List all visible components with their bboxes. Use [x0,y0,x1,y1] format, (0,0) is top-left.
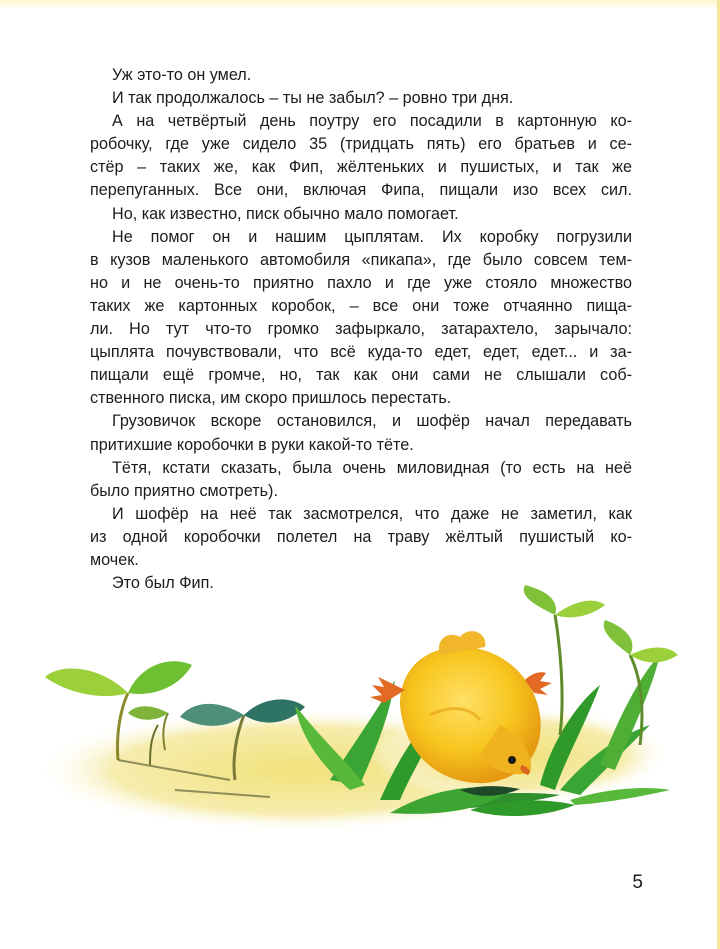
paragraph [90,226,632,411]
text-line: ли. Но тут что-то громко зафыркало, затарахтело, зарычало: [90,320,632,339]
paragraph [90,457,632,503]
text-line: Уж это-то он умел. [112,66,252,84]
page-number: 5 [632,872,643,893]
paragraph [90,203,632,226]
text-line: было приятно смотреть). [90,481,278,500]
chick-in-grass-illustration [0,585,720,885]
text-line: притихшие коробочки в руки какой-то тёте. [90,435,414,454]
text-line: мочек. [90,550,139,569]
text-line: ственного писка, им скоро пришлось перестать. [90,389,452,408]
page-top-tint [0,0,720,9]
text-line: Но, как известно, писк обычно мало помогает. [112,204,459,223]
text-line: И шофёр на неё так засмотрелся, что даже не заметил, как [112,504,632,523]
paragraph [90,87,632,110]
text-line: стёр – таких же, как Фип, жёлтеньких и пушистых, и так же [90,158,632,177]
paragraph [90,110,632,202]
story-text [90,64,632,595]
text-line: таких же картонных коробок, – все они тоже отчаянно пища- [90,296,632,315]
text-line: Грузовичок вскоре остановился, и шофёр начал передавать [112,412,632,431]
chick-eye [508,756,516,764]
paragraph [90,410,632,456]
text-line: в кузов маленького автомобиля «пикапа», где было совсем тем- [90,250,632,269]
text-line: из одной коробочки полетел на траву жёлтый пушистый ко- [90,527,632,546]
text-line: И так продолжалось – ты не забыл? – ровно три дня. [112,89,514,108]
text-line: робочку, где уже сидело 35 (тридцать пять) его братьев и се- [90,135,632,154]
text-line: Тётя, кстати сказать, была очень миловидная (то есть на неё [112,458,632,477]
text-line: пищали ещё громче, но, так как они сами не слышали соб- [90,366,632,385]
text-line: Не помог он и нашим цыплятам. Их коробку погрузили [112,227,632,246]
text-line: перепуганных. Все они, включая Фипа, пищали изо всех сил. [90,181,632,200]
paragraph [90,64,632,87]
text-line: А на четвёртый день поутру его посадили в картонную ко- [112,112,632,131]
paragraph [90,503,632,572]
text-line: Это был Фип. [112,574,214,593]
text-line: но и не очень-то приятно пахло и где уже стояло множество [90,273,632,292]
text-line: цыплята почувствовали, что всё куда-то едет, едет, едет... и за- [90,343,632,362]
